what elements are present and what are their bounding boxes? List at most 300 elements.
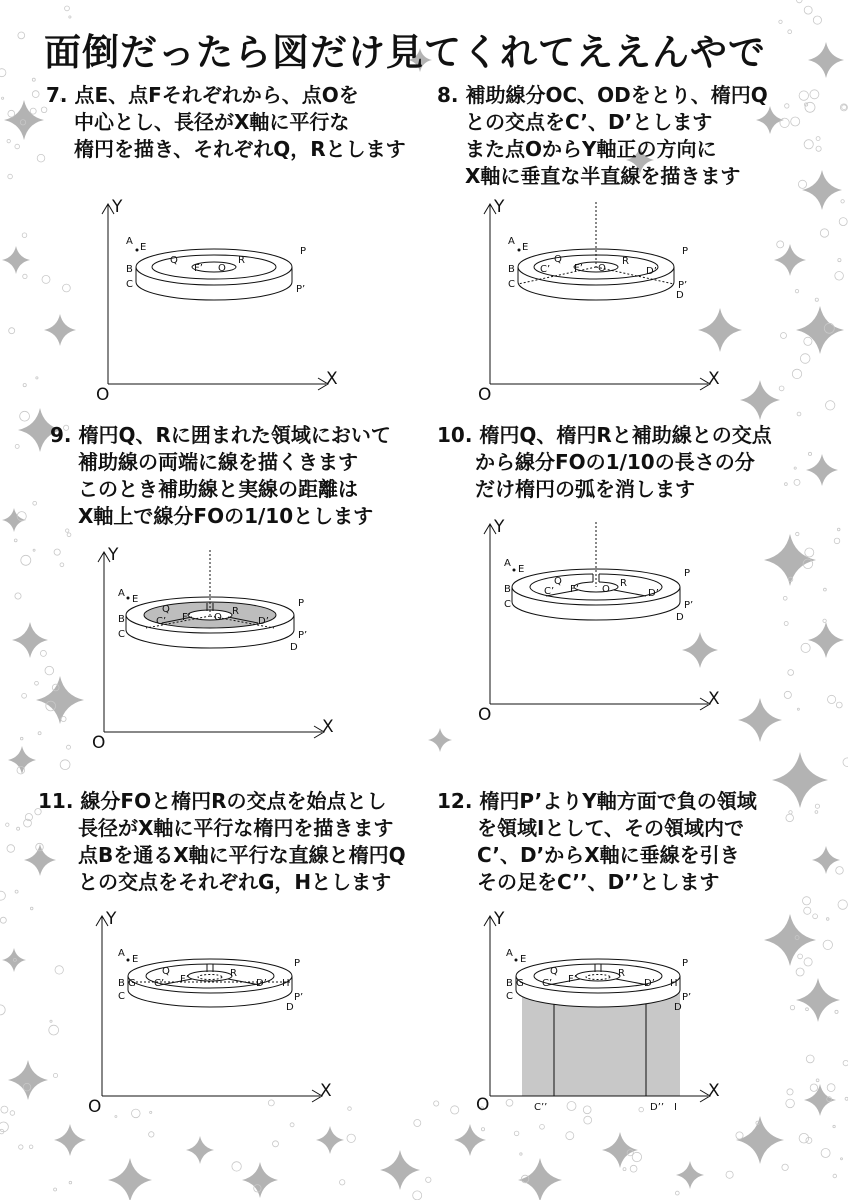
point-a xyxy=(136,249,139,252)
bubble xyxy=(779,20,782,23)
bubble xyxy=(29,1145,33,1149)
bubble xyxy=(15,444,19,448)
bubble xyxy=(0,917,6,923)
bubble xyxy=(0,1005,5,1015)
label-e: E xyxy=(132,594,139,605)
step-line: 点E、点Fそれぞれから、点Oを xyxy=(74,83,359,107)
step-7-text xyxy=(46,82,406,163)
bubble xyxy=(273,1141,279,1147)
bubble xyxy=(35,681,39,685)
bubble xyxy=(803,897,811,905)
label-c-prime: C’ xyxy=(540,264,551,275)
bubble xyxy=(18,32,25,39)
label-g: G xyxy=(128,978,136,989)
label-d: D xyxy=(286,1002,294,1013)
sparkle-star xyxy=(44,314,76,346)
figure-step-9 xyxy=(86,540,346,753)
label-f-prime: F’ xyxy=(194,263,203,274)
figure-step-7 xyxy=(90,192,350,405)
label-b: B xyxy=(118,614,125,625)
bubble xyxy=(836,867,844,875)
bubble xyxy=(14,539,17,542)
bubble xyxy=(815,298,818,301)
label-e: E xyxy=(520,954,527,965)
sparkle-star xyxy=(772,752,828,808)
label-y: Y xyxy=(494,517,505,537)
bubble xyxy=(67,745,71,749)
sparkle-star xyxy=(802,170,842,210)
step-line: 楕円Q、楕円Rと補助線との交点 xyxy=(479,423,772,447)
label-y: Y xyxy=(494,909,505,929)
label-e: E xyxy=(522,242,529,253)
bubble xyxy=(815,811,818,814)
bubble xyxy=(785,483,788,486)
bubble xyxy=(21,555,31,565)
bubble xyxy=(67,533,71,537)
step-line: 線分FOと楕円Rの交点を始点とし xyxy=(80,789,387,813)
label-d: D xyxy=(676,290,684,301)
label-c: C xyxy=(506,991,513,1002)
step-number: 9. xyxy=(50,423,72,447)
step-line: 補助線の両端に線を描くきます xyxy=(78,450,358,474)
label-a: A xyxy=(118,948,125,959)
point-a xyxy=(513,569,516,572)
label-f-prime: F’ xyxy=(180,974,189,985)
bubble xyxy=(821,1149,830,1158)
bubble xyxy=(54,1188,57,1191)
sparkle-star xyxy=(54,1124,86,1156)
bubble xyxy=(786,1099,795,1108)
label-d: D xyxy=(676,612,684,623)
step-line: 点Bを通るX軸に平行な直線と楕円Q xyxy=(78,843,406,867)
step-line: から線分FOの1/10の長さの分 xyxy=(475,450,755,474)
label-q: Q xyxy=(162,604,170,615)
label-c-dprime: C’’ xyxy=(534,1102,548,1113)
sparkle-star xyxy=(796,306,844,354)
label-x: X xyxy=(708,689,720,709)
figure-step-12 xyxy=(474,906,734,1116)
step-number: 12. xyxy=(437,789,473,813)
bubble xyxy=(9,328,15,334)
bubble xyxy=(15,144,20,149)
bubble xyxy=(810,1084,817,1091)
bubble xyxy=(815,804,819,808)
label-p: P xyxy=(298,598,305,609)
point-a xyxy=(127,959,130,962)
label-origin: O xyxy=(92,733,106,753)
label-origin: O xyxy=(88,1097,102,1117)
bubble xyxy=(843,1060,848,1065)
step-line: だけ楕円の弧を消します xyxy=(475,477,695,501)
bubble xyxy=(796,968,804,976)
label-e: E xyxy=(140,242,147,253)
bubble xyxy=(30,907,33,910)
step-line: との交点をそれぞれG，Hとします xyxy=(78,870,392,894)
label-q: Q xyxy=(554,576,562,587)
label-c-prime: C’ xyxy=(154,978,165,989)
label-d-prime: D’ xyxy=(648,588,659,599)
bubble xyxy=(833,1125,835,1127)
step-11-text xyxy=(38,788,406,896)
bubble xyxy=(347,1134,355,1142)
label-x: X xyxy=(320,1081,332,1101)
sparkle-star xyxy=(36,676,84,724)
bubble xyxy=(804,907,811,914)
step-12-text xyxy=(437,788,757,896)
bubble xyxy=(804,958,812,966)
bubble xyxy=(836,702,842,708)
bubble xyxy=(799,91,808,100)
label-origin: O xyxy=(478,705,492,725)
bubble xyxy=(804,337,812,345)
step-number: 7. xyxy=(46,83,68,107)
label-y: Y xyxy=(494,197,505,217)
bubble xyxy=(632,1152,641,1161)
label-c: C xyxy=(118,629,125,640)
label-f-prime: F’ xyxy=(570,584,579,595)
bubble xyxy=(823,940,832,949)
label-c-prime: C’ xyxy=(156,616,167,627)
label-o-center: O xyxy=(602,584,610,595)
sparkle-star xyxy=(808,42,844,78)
bubble xyxy=(15,890,18,893)
label-d-dprime: D’’ xyxy=(650,1102,665,1113)
bubble xyxy=(835,272,844,281)
bubble xyxy=(826,918,829,921)
bubble xyxy=(30,108,36,114)
label-f-prime: F’ xyxy=(182,612,191,623)
step-number: 11. xyxy=(38,789,74,813)
bubble xyxy=(800,354,810,364)
label-p-prime: P’ xyxy=(682,992,692,1003)
bubble xyxy=(838,900,847,909)
bubble xyxy=(804,140,813,149)
sparkle-star xyxy=(774,244,806,276)
bubble xyxy=(824,588,827,591)
bubble xyxy=(520,1153,522,1155)
label-c-prime: C’ xyxy=(544,586,555,597)
label-r: R xyxy=(238,255,245,266)
sparkle-star xyxy=(738,698,782,742)
bubble xyxy=(789,811,792,814)
label-p-prime: P’ xyxy=(298,630,308,641)
bubble xyxy=(413,1191,422,1200)
label-h: H xyxy=(670,978,678,989)
bubble xyxy=(833,1174,837,1178)
step-line: 楕円を描き、それぞれQ，Rとします xyxy=(74,137,406,161)
label-d: D xyxy=(674,1002,682,1013)
bubble xyxy=(781,333,787,339)
bubble xyxy=(816,137,820,141)
step-line: X軸に垂直な半直線を描きます xyxy=(465,164,741,188)
bubble xyxy=(8,174,13,179)
ellipse-p xyxy=(136,249,292,285)
label-b: B xyxy=(508,264,515,275)
bubble xyxy=(149,1132,154,1137)
bubble xyxy=(787,1089,793,1095)
label-p-prime: P’ xyxy=(294,992,304,1003)
sparkle-star xyxy=(740,380,780,420)
label-c-prime: C’ xyxy=(542,978,553,989)
label-origin: O xyxy=(96,385,110,405)
bubble xyxy=(54,549,60,555)
label-d-prime: D’ xyxy=(646,266,657,277)
label-e: E xyxy=(518,564,525,575)
label-q: Q xyxy=(162,966,170,977)
bubble xyxy=(37,154,45,162)
label-b: B xyxy=(118,978,125,989)
step-line: 補助線分OC、ODをとり、楕円Q xyxy=(465,83,768,107)
bubble xyxy=(1,97,3,99)
bubble xyxy=(7,139,10,142)
bubble xyxy=(795,289,798,292)
bubble xyxy=(816,146,821,151)
label-o-center: O xyxy=(214,612,222,623)
label-c: C xyxy=(508,279,515,290)
bubble xyxy=(797,0,803,3)
bubble xyxy=(584,1116,592,1124)
bubble xyxy=(798,954,803,959)
bubble xyxy=(826,401,835,410)
bubble xyxy=(623,1168,626,1171)
bubble xyxy=(60,563,64,567)
bubble xyxy=(791,117,800,126)
bubble xyxy=(816,1079,819,1082)
bubble xyxy=(842,105,847,110)
bubble xyxy=(736,1132,743,1139)
label-p: P xyxy=(684,568,691,579)
bubble xyxy=(838,259,841,262)
sparkle-star xyxy=(242,1162,278,1198)
bubble xyxy=(0,1122,8,1132)
label-r: R xyxy=(622,256,629,267)
step-number: 8. xyxy=(437,83,459,107)
label-p: P xyxy=(294,958,301,969)
bubble xyxy=(23,274,27,278)
bubble xyxy=(69,16,71,18)
label-r: R xyxy=(618,968,625,979)
label-c: C xyxy=(126,279,133,290)
label-b: B xyxy=(504,584,511,595)
bubble xyxy=(843,758,848,767)
bubble xyxy=(414,1120,421,1127)
label-d-prime: D’ xyxy=(258,616,269,627)
bubble xyxy=(805,102,815,112)
step-line: C’、D’からX軸に垂線を引き xyxy=(477,843,740,867)
bubble xyxy=(33,501,37,505)
bubble xyxy=(820,229,828,237)
step-line: 中心とし、長径がX軸に平行な xyxy=(74,110,350,134)
bubble xyxy=(827,1084,835,1092)
figure-step-10 xyxy=(472,512,732,725)
label-e: E xyxy=(132,954,139,965)
bubble xyxy=(540,1124,545,1129)
bubble xyxy=(0,891,5,900)
label-f-prime: F’ xyxy=(574,263,583,274)
sparkle-star xyxy=(736,1116,784,1164)
bubble xyxy=(426,1177,431,1182)
sparkle-star xyxy=(796,978,840,1022)
bubble xyxy=(40,650,46,656)
bubble xyxy=(801,643,810,652)
label-r: R xyxy=(232,606,239,617)
label-x: X xyxy=(322,717,334,737)
step-number: 10. xyxy=(437,423,473,447)
bubble xyxy=(0,69,6,77)
label-d-prime: D’ xyxy=(256,978,267,989)
bubble xyxy=(6,823,9,826)
bubble xyxy=(20,411,30,421)
page-title: 面倒だったら図だけ見てくれてええんやで xyxy=(44,31,766,74)
bubble xyxy=(784,691,791,698)
bubble xyxy=(777,241,784,248)
bubble xyxy=(61,716,66,721)
label-x: X xyxy=(708,369,720,389)
sparkle-star xyxy=(602,1132,638,1168)
bubble xyxy=(42,275,50,283)
label-p-prime: P’ xyxy=(684,600,694,611)
bubble xyxy=(779,386,784,391)
bubble xyxy=(797,412,801,416)
label-a: A xyxy=(118,588,125,599)
bubble xyxy=(780,118,789,127)
label-b: B xyxy=(506,978,513,989)
label-b: B xyxy=(126,264,133,275)
bubble xyxy=(828,695,836,703)
label-r: R xyxy=(620,578,627,589)
bubble xyxy=(788,30,792,34)
bubble xyxy=(630,1165,637,1172)
bubble xyxy=(1,1106,8,1113)
step-line: その足をC’’、D’’とします xyxy=(477,870,720,894)
bubble xyxy=(823,619,826,622)
bubble xyxy=(340,1180,345,1185)
step-8-text xyxy=(437,82,768,190)
bubble xyxy=(813,16,821,24)
bubble xyxy=(797,708,799,710)
sparkle-star xyxy=(428,728,452,752)
bubble xyxy=(839,218,847,226)
label-p: P xyxy=(682,246,689,257)
sparkle-star xyxy=(808,622,844,658)
bubble xyxy=(810,90,819,99)
bubble xyxy=(805,548,814,557)
label-a: A xyxy=(506,948,513,959)
label-o-center: O xyxy=(218,263,226,274)
bubble xyxy=(232,1162,241,1171)
label-d: D xyxy=(290,642,298,653)
bubble xyxy=(837,528,840,531)
label-origin: O xyxy=(478,385,492,405)
sparkle-star xyxy=(12,622,48,658)
bubble xyxy=(792,369,801,378)
label-g: G xyxy=(516,978,524,989)
label-p-prime: P’ xyxy=(678,280,688,291)
bubble xyxy=(806,1008,809,1011)
bubble xyxy=(23,384,26,387)
bubble xyxy=(806,1055,814,1063)
bubble xyxy=(65,6,70,11)
bubble xyxy=(726,1171,733,1178)
bubble xyxy=(835,1010,838,1013)
bubble xyxy=(22,233,27,238)
bubble xyxy=(49,1025,59,1035)
bubble xyxy=(782,1164,788,1170)
bubble xyxy=(798,180,806,188)
bubble xyxy=(434,1101,439,1106)
bubble xyxy=(32,91,39,98)
bubble xyxy=(8,110,15,117)
label-x: X xyxy=(326,369,338,389)
label-p-prime: P’ xyxy=(296,284,306,295)
label-h: H xyxy=(282,978,290,989)
bubble xyxy=(10,1111,15,1116)
bubble xyxy=(788,670,794,676)
label-q: Q xyxy=(550,966,558,977)
bubble xyxy=(32,78,35,81)
label-i: I xyxy=(674,1102,677,1113)
sparkle-star xyxy=(2,948,26,972)
sparkle-star xyxy=(8,1060,48,1100)
point-a xyxy=(127,597,130,600)
label-r: R xyxy=(230,968,237,979)
sparkle-star xyxy=(2,246,30,274)
bubble xyxy=(481,1128,484,1131)
bubble xyxy=(786,814,794,822)
bubble xyxy=(50,1020,52,1022)
label-q: Q xyxy=(170,255,178,266)
step-line: との交点をC’、D’とします xyxy=(465,110,713,134)
step-line: 楕円Q、Rに囲まれた領域において xyxy=(78,423,391,447)
label-y: Y xyxy=(106,909,117,929)
label-origin: O xyxy=(476,1095,490,1115)
bubble xyxy=(796,532,799,535)
sparkle-star xyxy=(380,1150,420,1190)
bubble xyxy=(17,827,20,830)
bubble xyxy=(55,966,63,974)
bubble xyxy=(834,538,840,544)
label-a: A xyxy=(126,236,133,247)
bubble xyxy=(22,693,27,698)
bubble xyxy=(20,737,23,740)
bubble xyxy=(566,1132,574,1140)
label-c: C xyxy=(118,991,125,1002)
bubble xyxy=(290,1123,294,1127)
bubble xyxy=(451,1106,459,1114)
figure-step-8 xyxy=(472,192,732,405)
point-a xyxy=(515,959,518,962)
label-y: Y xyxy=(112,197,123,217)
bubble xyxy=(38,732,41,735)
bubble xyxy=(841,1158,843,1160)
step-9-text xyxy=(50,422,391,530)
bubble xyxy=(69,1181,72,1184)
sparkle-star xyxy=(764,534,816,586)
point-a xyxy=(518,249,521,252)
step-10-text xyxy=(437,422,772,503)
bubble xyxy=(794,479,800,485)
bubble xyxy=(348,1107,352,1111)
label-a: A xyxy=(504,558,511,569)
bubble xyxy=(45,666,54,675)
step-line: 楕円P’よりY軸方面で負の領域 xyxy=(479,789,757,813)
sparkle-star xyxy=(108,1158,152,1200)
label-c: C xyxy=(504,599,511,610)
step-line: を領域Iとして、その領域内で xyxy=(477,816,745,840)
bubble xyxy=(808,452,811,455)
sparkle-star xyxy=(806,454,838,486)
bubble xyxy=(63,284,71,292)
